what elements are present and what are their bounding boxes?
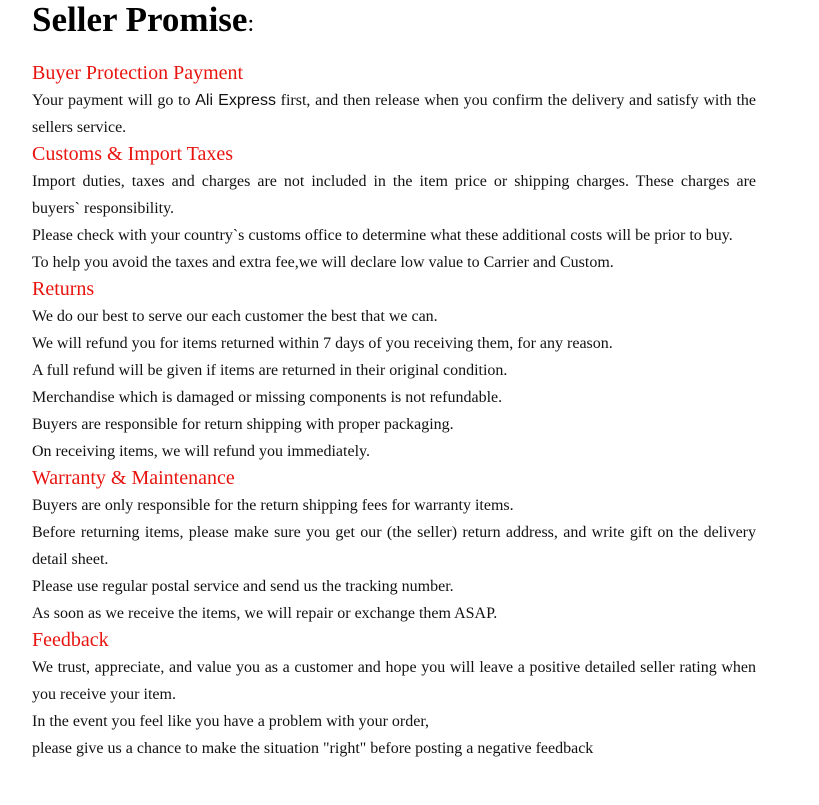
page-title <box>32 0 756 60</box>
paragraph: As soon as we receive the items, we will repair or exchange them ASAP. <box>32 605 498 622</box>
section-heading: Returns <box>32 278 95 300</box>
paragraph: Buyers are responsible for return shipping with proper packaging. <box>32 416 454 433</box>
section-warranty <box>32 465 756 627</box>
paragraph: We do our best to serve our each customer the best that we can. <box>32 308 438 325</box>
paragraph: We trust, appreciate, and value you as a customer and hope you will leave a positive detailed seller rating when you receive your item. <box>32 659 756 703</box>
section-heading: Feedback <box>32 629 109 651</box>
paragraph: A full refund will be given if items are returned in their original condition. <box>32 362 508 379</box>
section-returns <box>32 276 756 465</box>
section-feedback <box>32 627 756 762</box>
paragraph: We will refund you for items returned within 7 days of you receiving them, for any reason. <box>32 335 613 352</box>
paragraph: Merchandise which is damaged or missing components is not refundable. <box>32 389 503 406</box>
paragraph: In the event you feel like you have a problem with your order, <box>32 713 430 730</box>
page-title-text: Seller Promise <box>32 0 248 39</box>
paragraph-text-after: first, and then release when you confirm the delivery and satisfy with the sellers service. <box>32 92 757 136</box>
paragraph: Import duties, taxes and charges are not included in the item price or shipping charges. These charges are buyers` responsibility. <box>32 173 756 217</box>
seller-promise-document <box>32 0 756 762</box>
paragraph-text-before: Your payment will go to <box>32 92 196 109</box>
section-heading: Customs & Import Taxes <box>32 143 234 165</box>
paragraph <box>32 87 756 141</box>
section-heading: Warranty & Maintenance <box>32 467 235 489</box>
section-heading: Buyer Protection Payment <box>32 62 244 84</box>
paragraph: Please use regular postal service and send us the tracking number. <box>32 578 454 595</box>
paragraph: On receiving items, we will refund you immediately. <box>32 443 370 460</box>
paragraph: please give us a chance to make the situation "right" before posting a negative feedback <box>32 740 594 757</box>
paragraph: Please check with your country`s customs office to determine what these additional costs will be prior to buy. <box>32 227 733 244</box>
section-buyer-protection <box>32 60 756 141</box>
section-customs-taxes <box>32 141 756 276</box>
paragraph: Before returning items, please make sure you get our (the seller) return address, and write gift on the delivery detail sheet. <box>32 524 756 568</box>
paragraph: To help you avoid the taxes and extra fee,we will declare low value to Carrier and Custom. <box>32 254 614 271</box>
page-title-colon: : <box>247 11 255 37</box>
paragraph: Buyers are only responsible for the return shipping fees for warranty items. <box>32 497 514 514</box>
brand-name: Ali Express <box>195 92 276 109</box>
